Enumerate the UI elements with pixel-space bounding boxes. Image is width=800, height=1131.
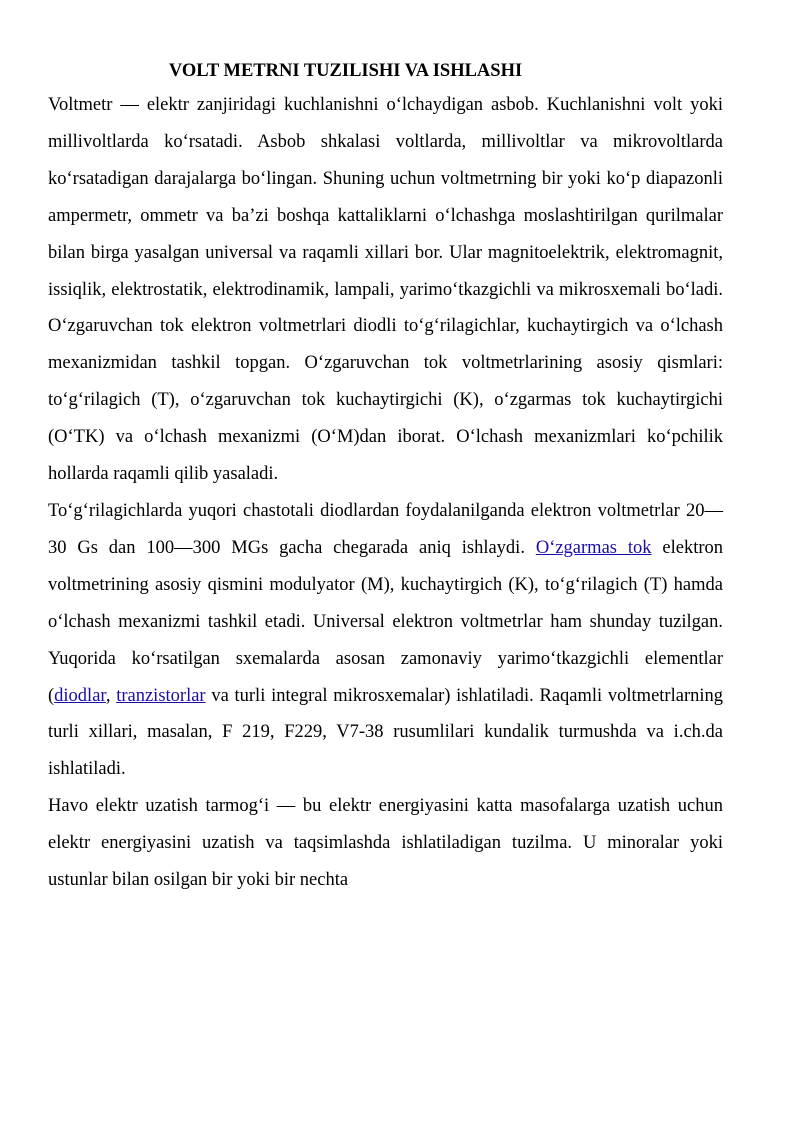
paragraph-text: , [105,685,117,706]
paragraph-rectifiers [48,493,723,788]
paragraph-text: elektron voltmetrining asosiy qismini modulyator (M), kuchaytirgich (K), to‘g‘rilagich (T) hamda o‘lchash mexanizmi tashkil etadi. Universal elektron voltmetrlar ham shunday tuzilgan. Yuqorida ko‘rsatilgan sxemalarda asosan zamonaviy yarimo‘tkazgichli elementlar ( [48,537,723,706]
link-ozgarmas-tok[interactable]: O‘zgarmas tok [535,537,652,558]
paragraph-power-line: Havo elektr uzatish tarmog‘i — bu elektr energiyasini katta masofalarga uzatish uchun elektr energiyasini uzatish va taqsimlashda ishlatiladigan tuzilma. U minoralar yoki ustunlar bilan osilgan bir yoki bir nechta [48,796,723,891]
paragraph-voltmetr-intro: Voltmetr — elektr zanjiridagi kuchlanishni o‘lchaydigan asbob. Kuchlanishni volt yoki millivoltlarda ko‘rsatadi. Asbob shkalasi voltlarda, millivoltlar va mikrovoltlarda ko‘rsatadigan darajalarga bo‘lingan. Shuning uchun voltmetrning bir yoki ko‘p diapazonli ampermetr, ommetr va ba’zi boshqa kattaliklarni o‘lchashga moslashtirilgan qurilmalar bilan birga yasalgan universal va raqamli xillari bor. Ular magnitoelektrik, elektromagnit, issiqlik, elektrostatik, elektrodinamik, lampali, yarimo‘tkazgichli va mikrosxemali bo‘ladi. O‘zgaruvchan tok elektron voltmetrlari diodli to‘g‘rilagichlar, kuchaytirgich va o‘lchash mexanizmidan tashkil topgan. O‘zgaruvchan tok voltmetrlarining asosiy qismlari: to‘g‘rilagich (T), o‘zgaruvchan tok kuchaytirgichi (K), o‘zgarmas tok kuchaytirgichi (O‘TK) va o‘lchash mexanizmi (O‘M)dan iborat. O‘lchash mexanizmlari ko‘pchilik hollarda raqamli qilib yasaladi. [48,95,723,485]
paragraph-text: va turli integral mikrosxemalar) ishlatiladi. Raqamli voltmetrlarning turli xillari, masalan, F 219, F229, V7-38 rusumlilari kundalik turmushda va i.ch.da ishlatiladi. [48,685,723,780]
link-diodlar[interactable]: diodlar [54,685,106,706]
document-title: VOLT METRNI TUZILISHI VA ISHLASHI [168,61,523,81]
document-page [48,55,723,899]
paragraph-text: To‘g‘rilagichlarda yuqori chastotali diodlardan foydalanilganda elektron voltmetrlar 20—30 Gs dan 100—300 MGs gacha chegarada aniq ishlaydi. [48,500,723,558]
link-tranzistorlar[interactable]: tranzistorlar [116,685,206,706]
